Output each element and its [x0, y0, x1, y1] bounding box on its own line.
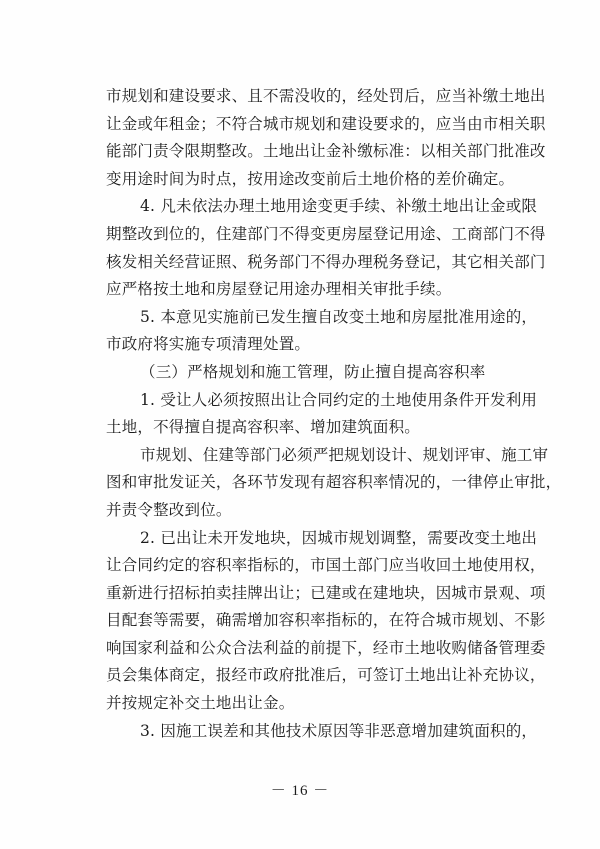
body-line-23: 并按规定补交土地出让金。 [106, 694, 295, 713]
body-line-18: 让合同约定的容积率指标的，市国土部门应当收回土地使用权， [106, 556, 546, 575]
body-line-17: 2. 已出让未开发地块，因城市规划调整，需要改变土地出 [140, 528, 538, 547]
page-number: － 16 － [270, 783, 330, 799]
body-line-3: 能部门责令限期整改。土地出让金补缴标准：以相关部门批准改 [106, 142, 546, 161]
body-line-16: 并责令整改到位。 [106, 500, 232, 519]
document-body [106, 83, 562, 745]
body-line-4: 变用途时间为时点，按用途改变前后土地价格的差价确定。 [106, 169, 515, 188]
section-heading: （三）严格规划和施工管理，防止擅自提高容积率 [140, 362, 486, 381]
body-line-7: 核发相关经营证照、税务部门不得办理税务登记，其它相关部门 [106, 252, 546, 271]
body-line-12: 1. 受让人必须按照出让合同约定的土地使用条件开发利用 [140, 390, 538, 409]
body-line-9: 5. 本意见实施前已发生擅自改变土地和房屋批准用途的， [140, 307, 538, 326]
body-line-24: 3. 因施工误差和其他技术原因等非恶意增加建筑面积的， [140, 721, 538, 740]
body-line-20: 目配套等需要，确需增加容积率指标的，在符合城市规划、不影 [106, 611, 546, 630]
body-line-2: 让金或年租金；不符合城市规划和建设要求的，应当由市相关职 [106, 114, 546, 133]
body-line-22: 员会集体商定，报经市政府批准后，可签订土地出让补充协议， [106, 666, 546, 685]
body-line-10: 市政府将实施专项清理处置。 [106, 335, 311, 354]
body-line-13: 土地，不得擅自提高容积率、增加建筑面积。 [106, 418, 421, 437]
body-line-15: 图和审批发证关，各环节发现有超容积率情况的，一律停止审批， [106, 473, 562, 492]
body-line-5: 4. 凡未依法办理土地用途变更手续、补缴土地出让金或限 [140, 197, 538, 216]
body-line-8: 应严格按土地和房屋登记用途办理相关审批手续。 [106, 280, 452, 299]
body-line-1: 市规划和建设要求、且不需没收的，经处罚后，应当补缴土地出 [106, 87, 546, 105]
body-line-19: 重新进行招标拍卖挂牌出让；已建或在建地块，因城市景观、项 [106, 583, 546, 602]
body-line-6: 期整改到位的，住建部门不得变更房屋登记用途、工商部门不得 [106, 224, 546, 243]
body-line-21: 响国家利益和公众合法利益的前提下，经市土地收购储备管理委 [106, 638, 546, 657]
body-line-14: 市规划、住建等部门必须严把规划设计、规划评审、施工审 [140, 445, 549, 464]
